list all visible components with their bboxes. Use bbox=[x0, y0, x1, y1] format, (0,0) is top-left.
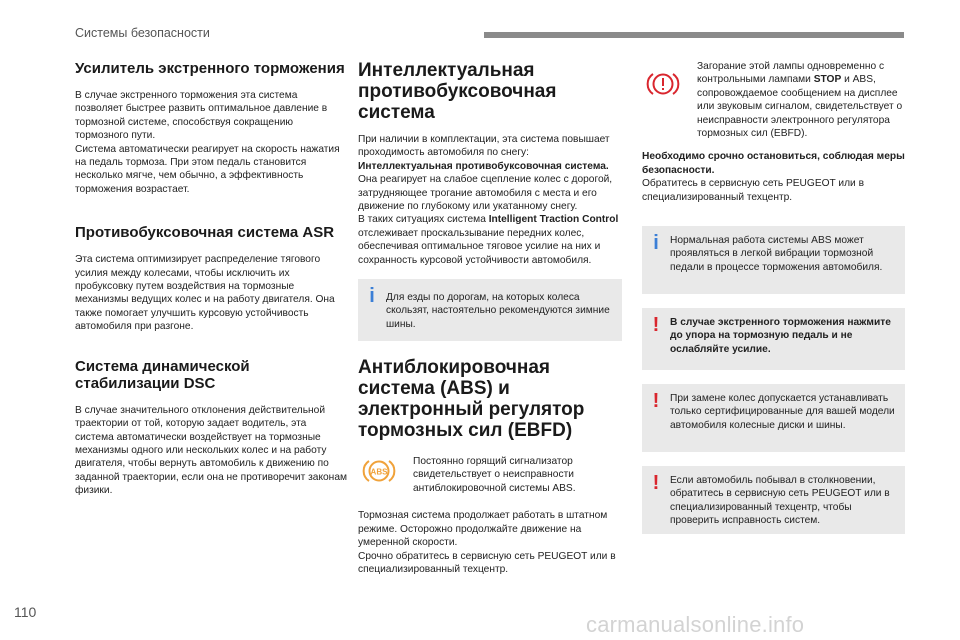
note-text: В случае экстренного торможения нажмите до упора на тормозную педаль и не ослабляйте усилие. bbox=[670, 317, 891, 355]
brake-warning-lamp-icon bbox=[646, 70, 680, 98]
text: В таких ситуациях система bbox=[358, 214, 489, 226]
warning-icon: ! bbox=[652, 390, 660, 413]
section-title: Антиблокировочная система (ABS) и электронный регулятор тормозных сил (EBFD) bbox=[358, 357, 585, 442]
lamp-text: Постоянно горящий сигнализатор свидетельствует о неисправности антиблокировочной системы ABS. bbox=[413, 456, 576, 494]
ebfd-lamp-row bbox=[642, 60, 905, 140]
warning-icon: ! bbox=[652, 472, 660, 495]
note-text: Для езды по дорогам, на которых колеса скользят, настоятельно рекомендуются зимние шины. bbox=[386, 292, 610, 330]
paragraph: Тормозная система продолжает работать в штатном режиме. Осторожно продолжайте движение на умеренной скорости. bbox=[358, 510, 608, 549]
paragraph: В случае экстренного торможения эта система позволяет быстрее развить оптимальное давление в тормозной системе, способствуя сокращению тормозного пути. bbox=[75, 90, 328, 142]
paragraph-bold: Необходимо срочно остановиться, соблюдая меры безопасности. bbox=[642, 151, 905, 176]
column-1 bbox=[75, 60, 347, 516]
info-icon: i bbox=[369, 285, 375, 308]
paragraph: Обратитесь в сервисную сеть PEUGEOT или в специализированный техцентр. bbox=[642, 178, 864, 203]
warning-note bbox=[642, 466, 905, 534]
abs-lamp-label: ABS bbox=[370, 467, 388, 477]
text-bold: Intelligent Traction Control bbox=[488, 214, 619, 226]
abs-lamp-row bbox=[358, 455, 622, 495]
section-dsc bbox=[75, 358, 347, 498]
section-asr bbox=[75, 224, 347, 333]
section-title: Усилитель экстренного торможения bbox=[75, 60, 345, 77]
section-abs-ebfd bbox=[358, 357, 622, 576]
warning-icon: ! bbox=[652, 314, 660, 337]
stop-instruction bbox=[642, 150, 905, 204]
info-note bbox=[642, 226, 905, 294]
info-note bbox=[358, 279, 622, 341]
text: и ABS, сопровождаемое сообщением на дисплее или звуковым сигналом, свидетельствует о неисправности электронного регулятора тормозных сил (EBFD). bbox=[697, 74, 903, 140]
text-bold-stop: STOP bbox=[813, 74, 842, 86]
text: отслеживает проскальзывание передних колес, обеспечивая оптимальное тяговое усилие на них и сохранность курсовой устойчивости автомобиля. bbox=[358, 227, 601, 266]
warning-note bbox=[642, 308, 905, 370]
paragraph bbox=[358, 213, 622, 267]
paragraph: Эта система оптимизирует распределение тягового усилия между колесами, чтобы исключить их пробуксовку путем воздействия на тормозные механизмы ведущих колес и на работу двигателя. Она также помогает улучшить курсовую устойчивость автомобиля при разгоне. bbox=[75, 254, 335, 333]
section-title: Интеллектуальная противобуксовочная система bbox=[358, 60, 557, 123]
paragraph: Она реагирует на слабое сцепление колес с дорогой, затрудняющее трогание автомобиля с места и его движение по глубокому или укатанному снегу. bbox=[358, 174, 613, 213]
page-header-title: Системы безопасности bbox=[75, 26, 210, 40]
page-number: 110 bbox=[14, 604, 37, 620]
column-2 bbox=[358, 60, 622, 576]
paragraph-bold: Интеллектуальная противобуксовочная система. bbox=[358, 160, 609, 172]
note-text: При замене колес допускается устанавливать только сертифицированные для вашей модели автомобиля колесные диски и шины. bbox=[670, 393, 895, 431]
section-intelligent-traction bbox=[358, 60, 622, 341]
section-title: Система динамической стабилизации DSC bbox=[75, 357, 250, 392]
column-3 bbox=[642, 60, 905, 534]
paragraph: При наличии в комплектации, эта система повышает проходимость автомобиля по снегу: bbox=[358, 134, 610, 159]
paragraph: Система автоматически реагирует на скорость нажатия на педаль тормоза. При этом педаль становится несколько мягче, чем обычно, а эффективность торможения возрастает. bbox=[75, 143, 340, 195]
warning-note bbox=[642, 384, 905, 452]
note-text: Если автомобиль побывал в столкновении, обратитесь в сервисную сеть PEUGEOT или в специализированный техцентр, чтобы проверить исправность систем. bbox=[670, 475, 890, 527]
section-title: Противобуксовочная система ASR bbox=[75, 224, 335, 242]
header-rule bbox=[484, 32, 904, 38]
paragraph: Срочно обратитесь в сервисную сеть PEUGEOT или в специализированный техцентр. bbox=[358, 550, 616, 575]
text: Загорание этой лампы одновременно с контрольными лампами bbox=[697, 61, 885, 86]
paragraph: В случае значительного отклонения действительной траектории от той, которую задает водитель, эта система автоматически воздействует на тормозные механизмы одного или нескольких колес и на работу двигателя, чтобы вернуть автомобиль к движению по заданной траектории, если она не противоречит законам физики. bbox=[75, 404, 347, 497]
watermark: carmanualsonline.info bbox=[586, 612, 805, 637]
section-brake-assist bbox=[75, 60, 347, 196]
lamp-text bbox=[697, 60, 905, 140]
abs-warning-lamp-icon bbox=[362, 457, 396, 485]
info-icon: i bbox=[653, 232, 659, 255]
note-text: Нормальная работа системы ABS может проявляться в легкой вибрации тормозной педали в процессе торможения автомобиля. bbox=[670, 235, 883, 273]
